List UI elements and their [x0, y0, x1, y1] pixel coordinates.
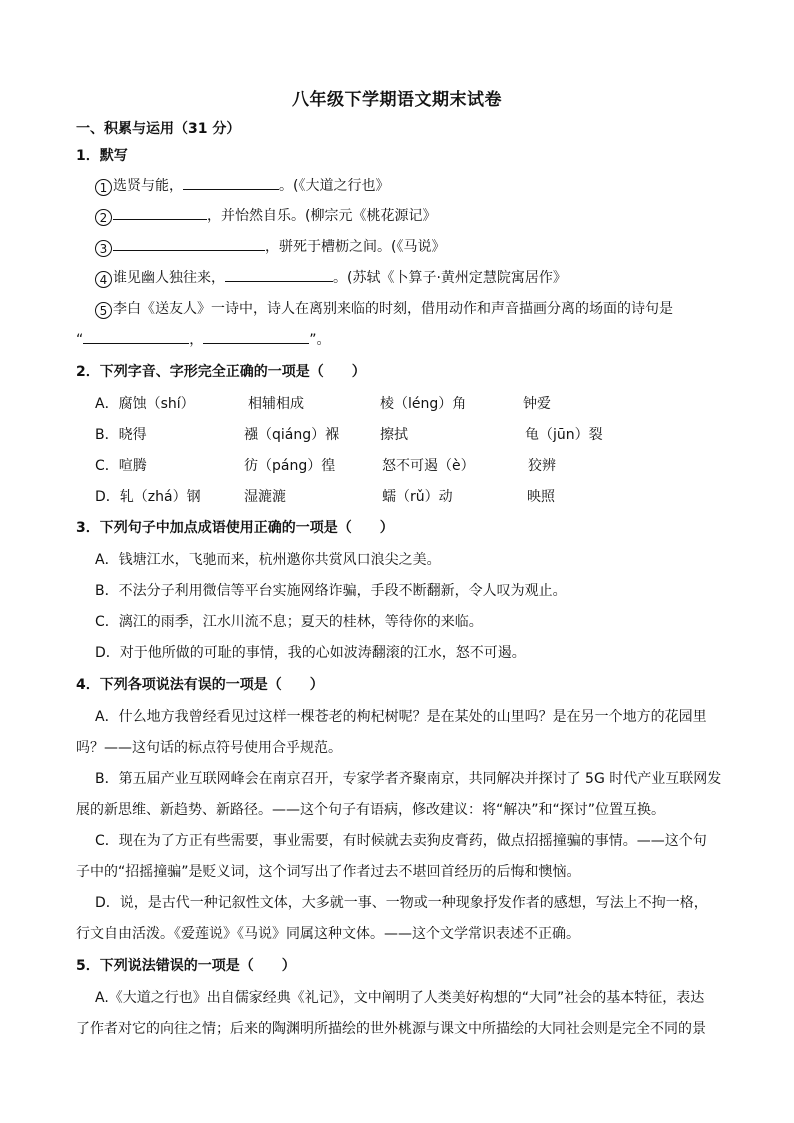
q3-option-d: D．对于他所做的可耻的事情，我的心如波涛翻滚的江水，怒不可遏。 — [95, 645, 526, 661]
answer-blank[interactable] — [203, 330, 309, 344]
q3-option-a: A．钱塘江水，飞驰而来，杭州邀你共赏风口浪尖之美。 — [95, 552, 441, 568]
q3-option-b: B．不法分子利用微信等平台实施网络诈骗，手段不断翻新，令人叹为观止。 — [95, 583, 567, 599]
question-4-heading: 4．下列各项说法有误的一项是（ ） — [76, 677, 324, 693]
comma: ， — [189, 332, 204, 348]
q4-option-b-line-2: 展的新思维、新趋势、新路径。——这个句子有语病，修改建议：将“解决”和“探讨”位置互换。 — [76, 802, 666, 818]
q2-option-b-4: 龟（jūn）裂 — [525, 427, 603, 443]
circled-number: 4 — [95, 271, 112, 288]
q4-option-d-line-2: 行文自由活泼。《爱莲说》《马说》同属这种文体。——这个文学常识表述不正确。 — [76, 926, 580, 942]
q4-option-b-line-1: B．第五届产业互联网峰会在南京召开，专家学者齐聚南京，共同解决并探讨了 5G 时代产业互联网发 — [95, 771, 722, 787]
q1-item-5 — [95, 299, 673, 319]
q4-option-c-line-1: C．现在为了方正有些需要，事业需要，有时候就去卖狗皮膏药，做点招摇撞骗的事情。——这个句 — [95, 833, 707, 849]
q2-option-c-3: 怒不可遏（è） — [382, 458, 475, 474]
q1-item-text: 选贤与能， — [113, 178, 183, 194]
circled-number: 5 — [95, 302, 112, 319]
q1-item-text: ，并怡然自乐。(柳宗元《桃花源记》 — [207, 208, 437, 224]
q5-option-a-line-2: 了作者对它的向往之情；后来的陶渊明所描绘的世外桃源与课文中所描绘的大同社会则是完全不同的景 — [76, 1021, 706, 1037]
q1-item-text: 谁见幽人独往来， — [113, 270, 225, 286]
q5-option-a-line-1: A.《大道之行也》出自儒家经典《礼记》，文中阐明了人类美好构想的“大同”社会的基本特征，表达 — [95, 990, 705, 1006]
answer-blank[interactable] — [183, 176, 279, 190]
q2-option-c-1: C．喧腾 — [95, 458, 147, 474]
circled-number: 2 — [95, 209, 112, 226]
q1-item-3 — [95, 237, 445, 257]
q1-item-5-answer-line — [76, 330, 331, 350]
q1-item-text: 。(《大道之行也》 — [279, 178, 390, 194]
question-3-heading: 3．下列句子中加点成语使用正确的一项是（ ） — [76, 520, 394, 536]
answer-blank[interactable] — [113, 206, 207, 220]
question-2-heading: 2．下列字音、字形完全正确的一项是（ ） — [76, 364, 366, 380]
quote-mark: “ — [76, 332, 84, 348]
q4-option-a-line-2: 吗？——这句话的标点符号使用合乎规范。 — [76, 740, 342, 756]
q2-option-c-4: 狡辨 — [528, 458, 556, 474]
q2-option-d-4: 映照 — [527, 489, 555, 505]
q2-option-a-1: A．腐蚀（shí） — [95, 396, 195, 412]
q2-option-a-3: 棱（léng）角 — [380, 396, 467, 412]
quote-mark: ”。 — [309, 332, 331, 348]
q2-option-b-3: 擦拭 — [380, 427, 408, 443]
q2-option-c-2: 彷（páng）徨 — [244, 458, 336, 474]
page-title: 八年级下学期语文期末试卷 — [292, 90, 502, 110]
question-5-heading: 5．下列说法错误的一项是（ ） — [76, 958, 296, 974]
q1-item-1 — [95, 176, 389, 196]
q1-item-text: ，骈死于槽枥之间。(《马说》 — [265, 239, 446, 255]
q2-option-a-4: 钟爱 — [523, 396, 551, 412]
q4-option-d-line-1: D．说，是古代一种记叙性文体，大多就一事、一物或一种现象抒发作者的感想，写法上不拘一格， — [95, 895, 708, 911]
q1-item-text: 李白《送友人》一诗中，诗人在离别来临的时刻，借用动作和声音描画分离的场面的诗句是 — [113, 301, 673, 317]
q1-item-2 — [95, 206, 436, 226]
q1-item-text: 。(苏轼《卜算子·黄州定慧院寓居作》 — [333, 270, 567, 286]
circled-number: 3 — [95, 240, 112, 257]
answer-blank[interactable] — [113, 237, 265, 251]
q4-option-c-line-2: 子中的“招摇撞骗”是贬义词，这个词写出了作者过去不堪回首经历的后悔和懊恼。 — [76, 864, 581, 880]
q2-option-b-1: B．晓得 — [95, 427, 147, 443]
question-1-heading: 1．默写 — [76, 148, 128, 164]
q1-item-4 — [95, 268, 567, 288]
section-heading: 一、积累与运用（31 分） — [76, 121, 241, 137]
q2-option-b-2: 襁（qiáng）褓 — [244, 427, 340, 443]
answer-blank[interactable] — [225, 268, 333, 282]
answer-blank[interactable] — [83, 330, 189, 344]
q3-option-c: C．漓江的雨季，江水川流不息；夏天的桂林，等待你的来临。 — [95, 614, 483, 630]
q2-option-d-3: 蠕（rǔ）动 — [382, 489, 453, 505]
circled-number: 1 — [95, 179, 112, 196]
q2-option-d-1: D．轧（zhá）钢 — [95, 489, 201, 505]
q4-option-a-line-1: A．什么地方我曾经看见过这样一棵苍老的枸杞树呢？是在某处的山里吗？是在另一个地方的花园里 — [95, 709, 707, 725]
q2-option-d-2: 湿漉漉 — [244, 489, 286, 505]
q2-option-a-2: 相辅相成 — [248, 396, 304, 412]
